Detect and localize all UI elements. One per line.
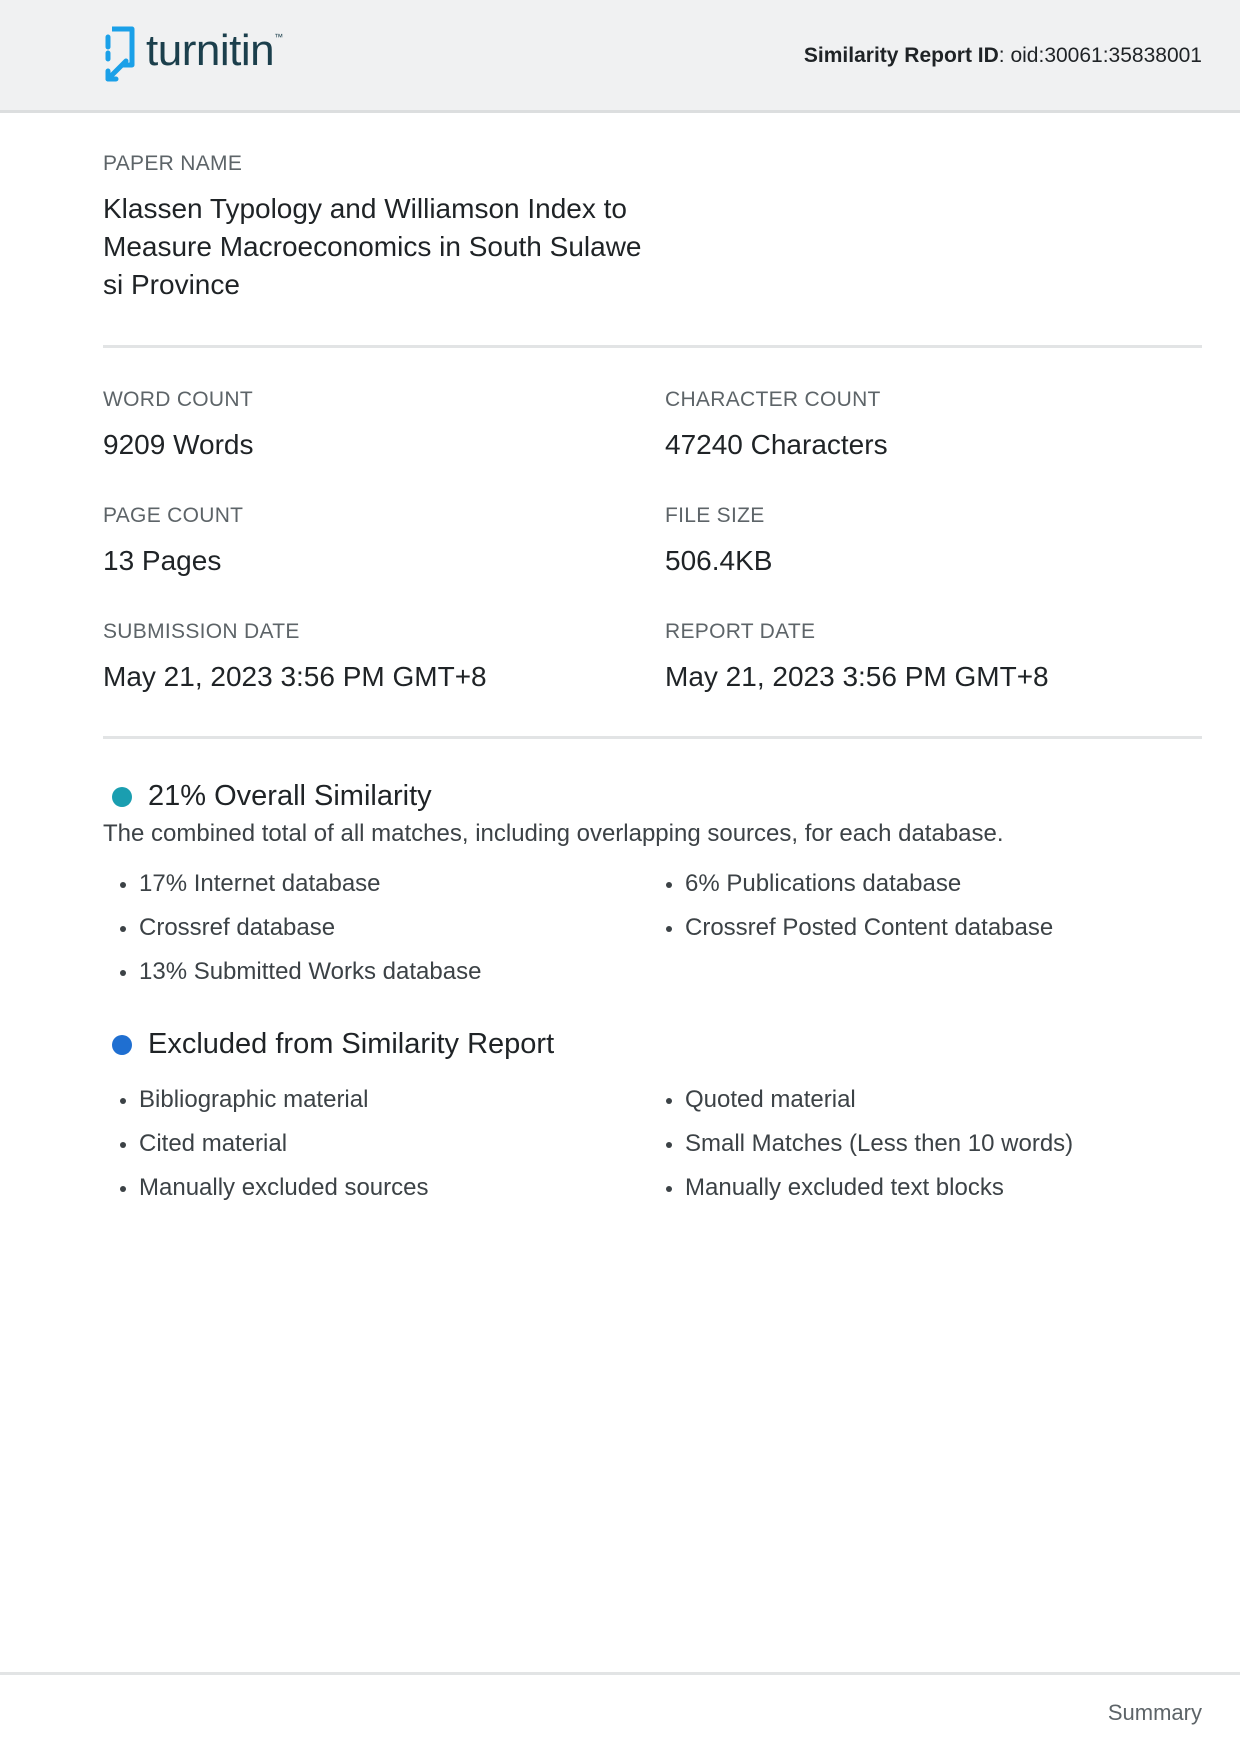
similarity-report-id: [804, 44, 1202, 68]
turnitin-logo: [102, 24, 283, 86]
paper-name: Klassen Typology and Williamson Index to Measure Macroeconomics in South Sulawesi Province: [103, 193, 642, 300]
list-item: Cited material: [103, 1122, 429, 1166]
list-item: Manually excluded sources: [103, 1166, 429, 1210]
list-item: 17% Internet database: [103, 862, 481, 906]
overall-similarity-title: 21% Overall Similarity: [148, 780, 432, 812]
excluded-list-left: [103, 1078, 429, 1210]
list-item: Crossref database: [103, 906, 481, 950]
submission-date-value: May 21, 2023 3:56 PM GMT+8: [103, 661, 487, 692]
excluded-dot-icon: [112, 1035, 132, 1055]
list-item: Manually excluded text blocks: [649, 1166, 1073, 1210]
brand-name: turnitin: [146, 26, 275, 75]
page-count-value: 13 Pages: [103, 545, 222, 576]
report-id-label: Similarity Report ID: [803, 44, 999, 67]
overall-similarity-heading: [112, 780, 432, 813]
excluded-heading: [112, 1028, 554, 1061]
paper-name-label: PAPER NAME: [103, 152, 243, 175]
trademark-mark: ™: [274, 32, 284, 42]
list-item: 13% Submitted Works database: [103, 950, 481, 994]
similarity-list-left: [103, 862, 481, 994]
turnitin-logo-icon: [102, 25, 138, 85]
footer-divider: [0, 1672, 1240, 1675]
list-item: Small Matches (Less then 10 words): [649, 1122, 1073, 1166]
report-date-value: May 21, 2023 3:56 PM GMT+8: [665, 661, 1049, 692]
similarity-description: The combined total of all matches, including overlapping sources, for each database.: [103, 820, 1004, 847]
page-count-label: PAGE COUNT: [103, 504, 244, 527]
list-item: Quoted material: [649, 1078, 1073, 1122]
footer-summary-label: Summary: [1107, 1700, 1202, 1725]
list-item: 6% Publications database: [649, 862, 1053, 906]
similarity-dot-icon: [112, 787, 132, 807]
excluded-list-right: [649, 1078, 1073, 1210]
list-item: Bibliographic material: [103, 1078, 429, 1122]
divider: [103, 736, 1202, 739]
word-count-value: 9209 Words: [103, 429, 254, 460]
file-size-label: FILE SIZE: [665, 504, 765, 527]
report-header: [0, 0, 1240, 113]
file-size-value: 506.4KB: [665, 545, 773, 576]
similarity-list-right: [649, 862, 1053, 950]
word-count-label: WORD COUNT: [103, 388, 253, 411]
submission-date-label: SUBMISSION DATE: [103, 620, 300, 643]
excluded-title: Excluded from Similarity Report: [148, 1028, 555, 1060]
character-count-label: CHARACTER COUNT: [665, 388, 881, 411]
report-id-value: : oid:30061:35838001: [998, 44, 1202, 67]
character-count-value: 47240 Characters: [665, 429, 888, 460]
list-item: Crossref Posted Content database: [649, 906, 1053, 950]
report-date-label: REPORT DATE: [665, 620, 816, 643]
divider: [103, 345, 1202, 348]
